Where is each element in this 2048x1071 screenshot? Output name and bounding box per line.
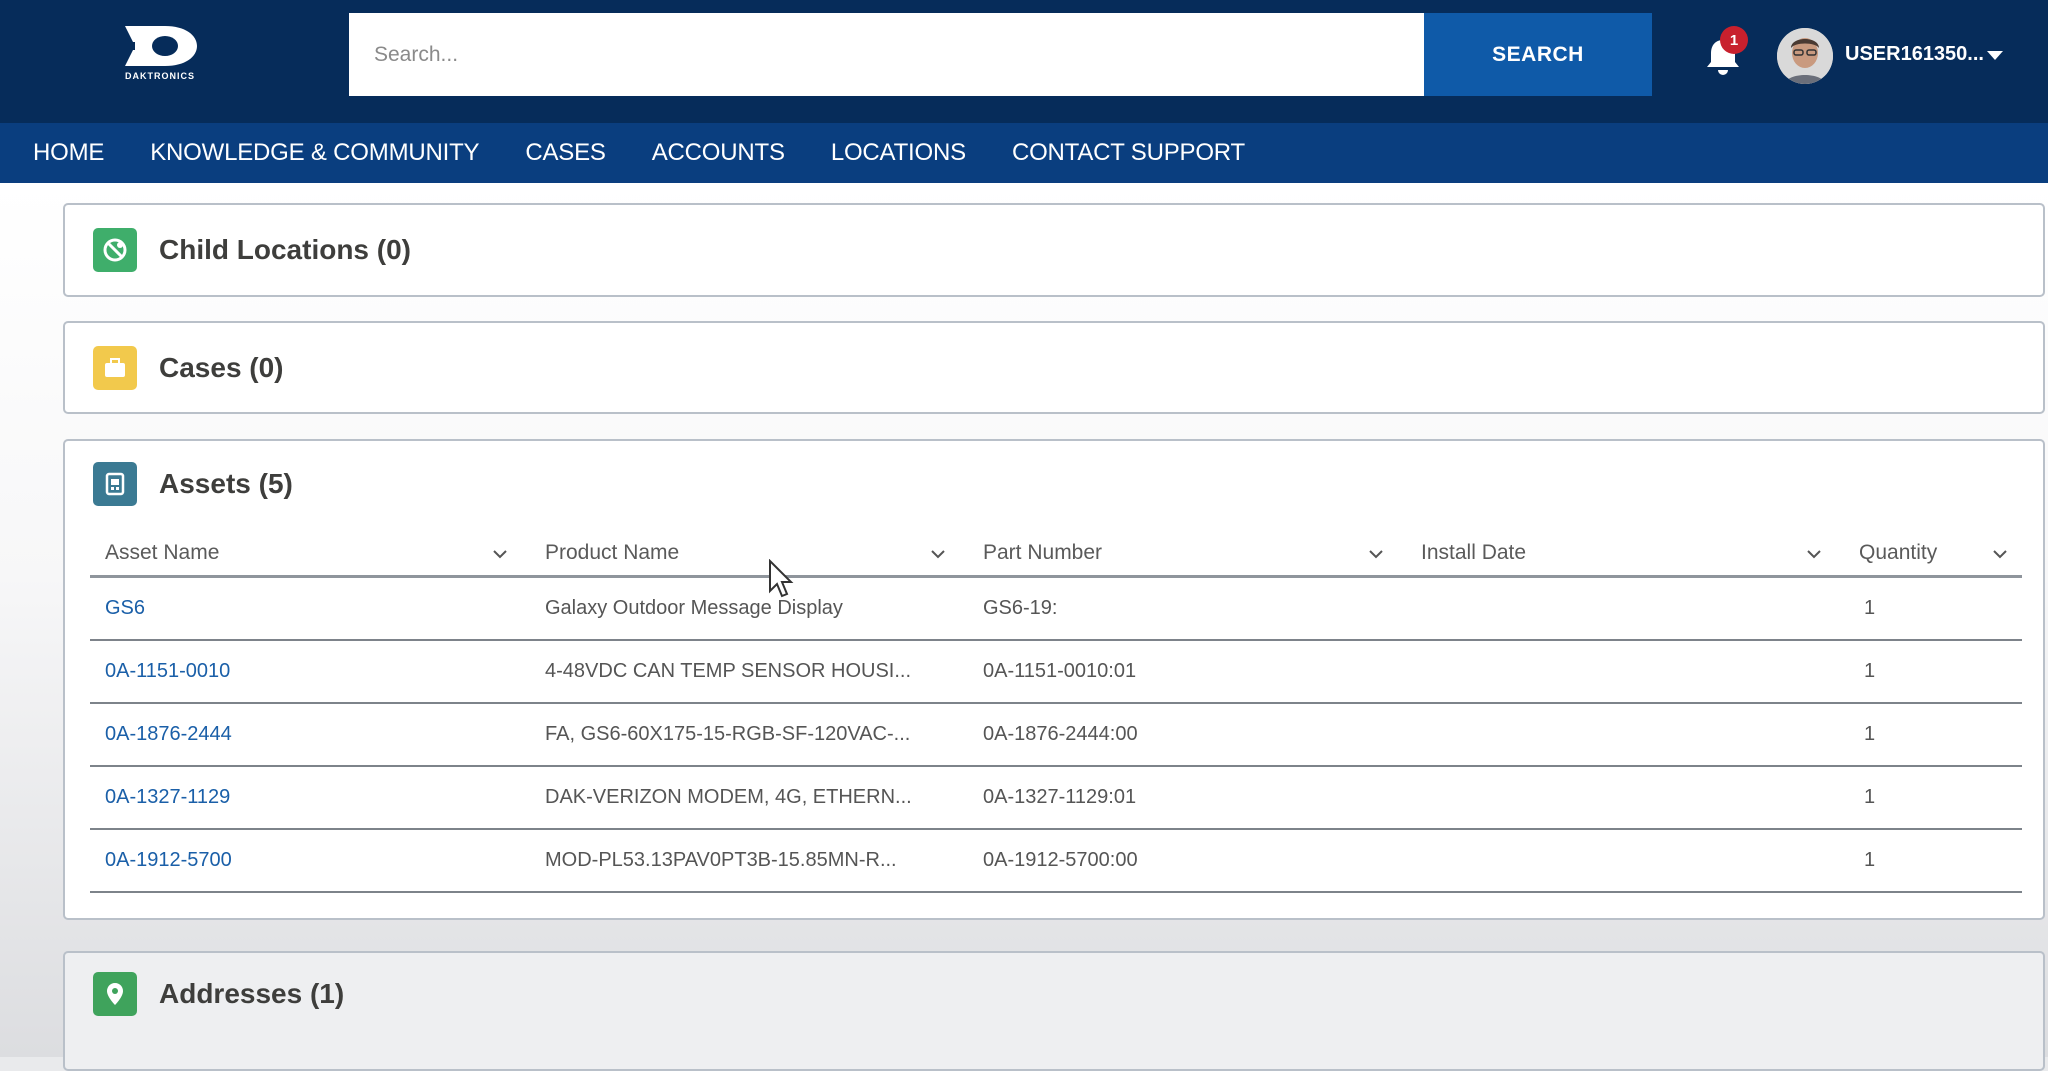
asset-name-link[interactable]: 0A-1876-2444	[105, 723, 232, 745]
part-number-cell: GS6-19:	[983, 597, 1058, 619]
chevron-down-icon[interactable]	[1992, 546, 2008, 562]
asset-name-link[interactable]: 0A-1327-1129	[105, 786, 231, 808]
part-number-cell: 0A-1327-1129:01	[983, 786, 1137, 808]
addresses-title[interactable]: Addresses (1)	[159, 978, 345, 1009]
asset-name-link[interactable]: 0A-1912-5700	[105, 849, 232, 871]
logo-text: DAKTRONICS	[125, 71, 195, 81]
column-header-product-name[interactable]	[530, 530, 968, 577]
asset-icon	[93, 462, 137, 506]
page-content	[0, 183, 2048, 1057]
chevron-down-icon[interactable]	[492, 546, 508, 562]
location-share-icon	[93, 228, 137, 272]
child-locations-title[interactable]: Child Locations (0)	[159, 234, 411, 265]
product-name-cell: FA, GS6-60X175-15-RGB-SF-120VAC-...	[545, 723, 911, 745]
column-header-quantity[interactable]	[1844, 530, 2022, 577]
column-header-part-number[interactable]	[968, 530, 1406, 577]
cases-header	[93, 346, 284, 390]
assets-title[interactable]: Assets (5)	[159, 468, 293, 499]
addresses-header	[93, 972, 344, 1016]
child-locations-card	[63, 203, 2045, 297]
table-row	[90, 830, 2022, 893]
username-label[interactable]: USER161350...	[1845, 43, 1984, 65]
nav-item-home[interactable]: HOME	[33, 139, 105, 166]
column-label: Part Number	[983, 541, 1103, 564]
child-locations-header	[93, 228, 411, 272]
asset-name-link[interactable]: GS6	[105, 597, 146, 619]
notification-badge: 1	[1720, 26, 1748, 54]
table-row	[90, 578, 2022, 641]
column-label: Quantity	[1859, 541, 1938, 564]
column-label: Asset Name	[105, 541, 220, 564]
assets-header	[93, 462, 293, 506]
assets-table	[90, 531, 2022, 893]
quantity-cell: 1	[1864, 597, 1876, 619]
user-menu-caret-icon[interactable]	[1987, 51, 2003, 60]
table-row	[90, 704, 2022, 767]
logo-mark-icon	[121, 24, 199, 68]
table-row	[90, 767, 2022, 830]
quantity-cell: 1	[1864, 849, 1876, 871]
column-label: Product Name	[545, 541, 680, 564]
quantity-cell: 1	[1864, 723, 1876, 745]
briefcase-icon	[93, 346, 137, 390]
user-photo-icon	[1777, 28, 1833, 84]
product-name-cell: MOD-PL53.13PAV0PT3B-15.85MN-R...	[545, 849, 897, 871]
addresses-card	[63, 951, 2045, 1071]
part-number-cell: 0A-1876-2444:00	[983, 723, 1138, 745]
mouse-cursor-icon	[768, 559, 794, 599]
nav-item-contact-support[interactable]: CONTACT SUPPORT	[1011, 139, 1245, 166]
product-name-cell: Galaxy Outdoor Message Display	[545, 597, 843, 619]
nav-item-cases[interactable]: CASES	[525, 139, 606, 166]
assets-card	[63, 439, 2045, 920]
quantity-cell: 1	[1864, 786, 1876, 808]
nav-item-knowledge-community[interactable]: KNOWLEDGE & COMMUNITY	[150, 139, 480, 166]
column-header-install-date[interactable]	[1406, 530, 1844, 577]
column-header-asset-name[interactable]	[90, 530, 530, 577]
asset-name-link[interactable]: 0A-1151-0010	[105, 660, 231, 682]
nav-item-locations[interactable]: LOCATIONS	[830, 139, 966, 166]
part-number-cell: 0A-1151-0010:01	[983, 660, 1137, 682]
quantity-cell: 1	[1864, 660, 1876, 682]
nav-item-accounts[interactable]: ACCOUNTS	[651, 139, 785, 166]
search-button[interactable]: SEARCH	[1424, 13, 1652, 96]
search-input[interactable]	[349, 13, 1424, 96]
cases-title[interactable]: Cases (0)	[159, 352, 284, 383]
main-nav	[0, 123, 2048, 183]
product-name-cell: DAK-VERIZON MODEM, 4G, ETHERN...	[545, 786, 912, 808]
chevron-down-icon[interactable]	[1368, 546, 1384, 562]
daktronics-logo[interactable]	[108, 24, 212, 90]
part-number-cell: 0A-1912-5700:00	[983, 849, 1138, 871]
chevron-down-icon[interactable]	[1806, 546, 1822, 562]
chevron-down-icon[interactable]	[930, 546, 946, 562]
product-name-cell: 4-48VDC CAN TEMP SENSOR HOUSI...	[545, 660, 912, 682]
avatar[interactable]	[1777, 28, 1833, 84]
column-label: Install Date	[1421, 541, 1527, 564]
cases-card	[63, 321, 2045, 414]
map-pin-icon	[93, 972, 137, 1016]
assets-table-header	[90, 531, 2022, 578]
table-row	[90, 641, 2022, 704]
top-header	[0, 0, 2048, 123]
